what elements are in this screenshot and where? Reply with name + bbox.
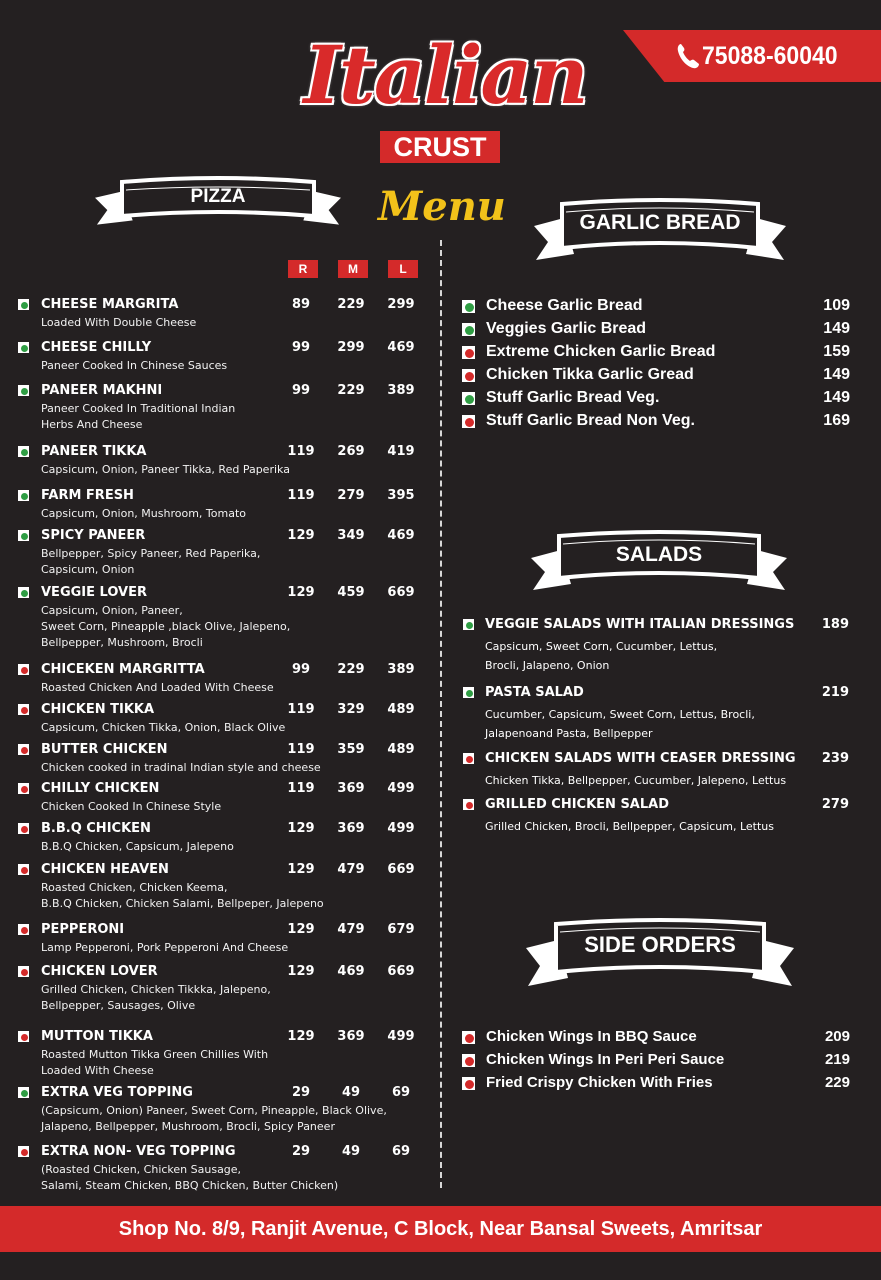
side-order-price: 229 <box>824 1074 850 1091</box>
phone-number[interactable]: 75088-60040 <box>702 42 838 70</box>
logo-crust: CRUST <box>380 131 500 163</box>
veg-indicator-icon <box>462 300 475 313</box>
pizza-price-r: 129 <box>287 964 315 979</box>
pizza-item-desc: Chicken cooked in tradinal Indian style and cheese <box>41 761 321 774</box>
ribbon-icon <box>522 918 798 1000</box>
logo-italian: Italian <box>303 28 587 122</box>
nonveg-indicator-icon <box>462 1031 475 1044</box>
pizza-item-desc: (Roasted Chicken, Chicken Sausage, Salami, Steam Chicken, BBQ Chicken, Butter Chicken) <box>41 1163 339 1192</box>
pizza-price-l: 669 <box>387 585 415 600</box>
pizza-item-name: CHEESE CHILLY <box>41 340 152 355</box>
pizza-price-l: 489 <box>387 702 415 717</box>
pizza-price-r: 89 <box>291 297 311 312</box>
pizza-price-r: 119 <box>287 742 315 757</box>
pizza-price-r: 129 <box>287 862 315 877</box>
pizza-item-desc: B.B.Q Chicken, Capsicum, Jalepeno <box>41 840 234 853</box>
salads-banner <box>527 530 791 602</box>
pizza-banner <box>92 176 344 236</box>
nonveg-indicator-icon <box>18 966 29 977</box>
pizza-price-r: 99 <box>291 383 311 398</box>
garlic-bread-name: Veggies Garlic Bread <box>486 320 647 337</box>
pizza-price-l: 419 <box>387 444 415 459</box>
nonveg-indicator-icon <box>462 1077 475 1090</box>
pizza-price-r: 119 <box>287 781 315 796</box>
pizza-price-m: 349 <box>337 528 365 543</box>
pizza-price-l: 389 <box>387 662 415 677</box>
garlic-bread-title: GARLIC BREAD <box>579 211 741 234</box>
garlic-bread-price: 149 <box>823 366 850 383</box>
pizza-item-name: FARM FRESH <box>41 488 134 503</box>
pizza-price-l: 299 <box>387 297 415 312</box>
pizza-item-name: SPICY PANEER <box>41 528 146 543</box>
pizza-item-desc: Loaded With Double Cheese <box>41 316 197 329</box>
salad-price: 189 <box>821 617 849 632</box>
salad-desc: Cucumber, Capsicum, Sweet Corn, Lettus, Brocli, Jalapenoand Pasta, Bellpepper <box>485 708 755 740</box>
pizza-price-l: 499 <box>387 821 415 836</box>
veg-indicator-icon <box>18 299 29 310</box>
pizza-price-r: 99 <box>291 340 311 355</box>
pizza-price-r: 99 <box>291 662 311 677</box>
pizza-price-m: 269 <box>337 444 365 459</box>
nonveg-indicator-icon <box>18 864 29 875</box>
pizza-price-r: 129 <box>287 821 315 836</box>
veg-indicator-icon <box>18 490 29 501</box>
nonveg-indicator-icon <box>18 664 29 675</box>
nonveg-indicator-icon <box>462 369 475 382</box>
garlic-bread-price: 149 <box>823 389 850 406</box>
pizza-item-desc: Chicken Cooked In Chinese Style <box>41 800 222 813</box>
column-divider <box>440 240 442 1188</box>
veg-indicator-icon <box>18 342 29 353</box>
pizza-price-l: 395 <box>387 488 415 503</box>
pizza-price-r: 129 <box>287 585 315 600</box>
veg-indicator-icon <box>463 619 474 630</box>
pizza-price-r: 29 <box>291 1085 311 1100</box>
nonveg-indicator-icon <box>18 924 29 935</box>
pizza-item-name: MUTTON TIKKA <box>41 1029 153 1044</box>
pizza-price-m: 279 <box>337 488 365 503</box>
salad-price: 239 <box>821 751 849 766</box>
nonveg-indicator-icon <box>462 346 475 359</box>
side-order-name: Fried Crispy Chicken With Fries <box>486 1074 713 1091</box>
pizza-title: PIZZA <box>190 186 246 207</box>
pizza-item-desc: (Capsicum, Onion) Paneer, Sweet Corn, Pineapple, Black Olive, Jalapeno, Bellpepper, Mushroom, Brocli, Spicy Paneer <box>41 1104 387 1133</box>
nonveg-indicator-icon <box>18 704 29 715</box>
size-m-tag: M <box>338 260 368 278</box>
pizza-item-desc: Capsicum, Onion, Paneer Tikka, Red Paperika <box>41 463 290 476</box>
veg-indicator-icon <box>18 1087 29 1098</box>
pizza-price-r: 119 <box>287 702 315 717</box>
pizza-price-m: 229 <box>337 383 365 398</box>
pizza-price-m: 369 <box>337 1029 365 1044</box>
pizza-price-l: 469 <box>387 528 415 543</box>
side-order-price: 209 <box>824 1028 850 1045</box>
pizza-item-name: CHICKEN HEAVEN <box>41 862 169 877</box>
pizza-price-r: 129 <box>287 528 315 543</box>
pizza-price-m: 229 <box>337 297 365 312</box>
pizza-item-desc: Capsicum, Chicken Tikka, Onion, Black Olive <box>41 721 286 734</box>
salad-desc: Capsicum, Sweet Corn, Cucumber, Lettus, Brocli, Jalapeno, Onion <box>485 640 718 672</box>
pizza-price-m: 469 <box>337 964 365 979</box>
veg-indicator-icon <box>18 446 29 457</box>
side-order-name: Chicken Wings In Peri Peri Sauce <box>486 1051 725 1068</box>
size-r-tag: R <box>288 260 318 278</box>
pizza-item-name: PANEER TIKKA <box>41 444 147 459</box>
salad-name: VEGGIE SALADS WITH ITALIAN DRESSINGS <box>485 617 795 632</box>
size-l-tag: L <box>388 260 418 278</box>
pizza-item-desc: Lamp Pepperoni, Pork Pepperoni And Cheese <box>41 941 289 954</box>
veg-indicator-icon <box>18 587 29 598</box>
pizza-item-desc: Capsicum, Onion, Mushroom, Tomato <box>41 507 246 520</box>
pizza-price-m: 369 <box>337 781 365 796</box>
pizza-item-name: BUTTER CHICKEN <box>41 742 168 757</box>
veg-indicator-icon <box>463 687 474 698</box>
nonveg-indicator-icon <box>18 744 29 755</box>
garlic-bread-price: 149 <box>823 320 850 337</box>
phone-icon <box>676 42 700 70</box>
nonveg-indicator-icon <box>18 1146 29 1157</box>
veg-indicator-icon <box>18 385 29 396</box>
pizza-item-desc: Roasted Chicken And Loaded With Cheese <box>41 681 274 694</box>
menu-title: Menu <box>378 183 506 230</box>
garlic-bread-name: Cheese Garlic Bread <box>486 297 643 314</box>
pizza-item-name: CHILLY CHICKEN <box>41 781 160 796</box>
salad-desc: Grilled Chicken, Brocli, Bellpepper, Capsicum, Lettus <box>485 820 775 833</box>
pizza-item-name: EXTRA NON- VEG TOPPING <box>41 1144 236 1159</box>
pizza-item-name: CHICEKEN MARGRITTA <box>41 662 205 677</box>
pizza-item-desc: Paneer Cooked In Chinese Sauces <box>41 359 228 372</box>
salad-name: CHICKEN SALADS WITH CEASER DRESSING <box>485 751 796 766</box>
salad-price: 279 <box>821 797 849 812</box>
pizza-price-l: 69 <box>391 1144 411 1159</box>
salad-name: GRILLED CHICKEN SALAD <box>485 797 669 812</box>
pizza-price-m: 229 <box>337 662 365 677</box>
side-orders-title: SIDE ORDERS <box>584 932 736 957</box>
salad-price: 219 <box>821 685 849 700</box>
nonveg-indicator-icon <box>463 799 474 810</box>
nonveg-indicator-icon <box>463 753 474 764</box>
pizza-price-r: 129 <box>287 1029 315 1044</box>
veg-indicator-icon <box>462 392 475 405</box>
pizza-price-m: 299 <box>337 340 365 355</box>
pizza-item-desc: Capsicum, Onion, Paneer, Sweet Corn, Pineapple ,black Olive, Jalepeno, Bellpepper, Mushroom, Brocli <box>41 604 291 649</box>
pizza-price-r: 129 <box>287 922 315 937</box>
pizza-price-m: 49 <box>341 1144 361 1159</box>
pizza-price-l: 389 <box>387 383 415 398</box>
pizza-price-m: 329 <box>337 702 365 717</box>
pizza-price-m: 359 <box>337 742 365 757</box>
side-order-price: 219 <box>824 1051 850 1068</box>
nonveg-indicator-icon <box>18 823 29 834</box>
garlic-bread-name: Stuff Garlic Bread Veg. <box>486 389 660 406</box>
pizza-item-name: CHICKEN LOVER <box>41 964 158 979</box>
pizza-item-name: CHEESE MARGRITA <box>41 297 179 312</box>
pizza-item-desc: Grilled Chicken, Chicken Tikkka, Jalepeno, Bellpepper, Sausages, Olive <box>41 983 271 1012</box>
side-orders-banner <box>522 918 798 1000</box>
nonveg-indicator-icon <box>18 783 29 794</box>
pizza-price-l: 499 <box>387 1029 415 1044</box>
veg-indicator-icon <box>462 323 475 336</box>
nonveg-indicator-icon <box>462 1054 475 1067</box>
pizza-item-desc: Roasted Chicken, Chicken Keema, B.B.Q Chicken, Chicken Salami, Bellpeper, Jalepeno <box>41 881 324 910</box>
side-order-name: Chicken Wings In BBQ Sauce <box>486 1028 697 1045</box>
pizza-item-name: VEGGIE LOVER <box>41 585 147 600</box>
pizza-item-name: EXTRA VEG TOPPING <box>41 1085 193 1100</box>
garlic-bread-name: Chicken Tikka Garlic Gread <box>486 366 694 383</box>
footer-address: Shop No. 8/9, Ranjit Avenue, C Block, Near Bansal Sweets, Amritsar <box>0 1206 881 1252</box>
salad-desc: Chicken Tikka, Bellpepper, Cucumber, Jalepeno, Lettus <box>485 774 787 787</box>
pizza-item-desc: Roasted Mutton Tikka Green Chillies With Loaded With Cheese <box>41 1048 269 1077</box>
pizza-price-l: 499 <box>387 781 415 796</box>
pizza-price-l: 69 <box>391 1085 411 1100</box>
veg-indicator-icon <box>18 530 29 541</box>
garlic-bread-name: Stuff Garlic Bread Non Veg. <box>486 412 695 429</box>
pizza-price-r: 29 <box>291 1144 311 1159</box>
pizza-item-name: CHICKEN TIKKA <box>41 702 155 717</box>
pizza-item-name: B.B.Q CHICKEN <box>41 821 151 836</box>
salad-name: PASTA SALAD <box>485 685 584 700</box>
salads-title: SALADS <box>615 543 703 566</box>
ribbon-icon <box>530 198 790 274</box>
pizza-price-m: 369 <box>337 821 365 836</box>
pizza-price-m: 49 <box>341 1085 361 1100</box>
pizza-price-l: 469 <box>387 340 415 355</box>
pizza-item-name: PANEER MAKHNI <box>41 383 163 398</box>
garlic-bread-banner <box>530 198 790 274</box>
garlic-bread-price: 159 <box>823 343 850 360</box>
garlic-bread-price: 169 <box>823 412 850 429</box>
pizza-price-l: 669 <box>387 964 415 979</box>
pizza-price-l: 489 <box>387 742 415 757</box>
pizza-price-m: 479 <box>337 922 365 937</box>
pizza-item-name: PEPPERONI <box>41 922 125 937</box>
pizza-price-m: 479 <box>337 862 365 877</box>
nonveg-indicator-icon <box>462 415 475 428</box>
garlic-bread-price: 109 <box>823 297 850 314</box>
pizza-item-desc: Paneer Cooked In Traditional Indian Herbs And Cheese <box>41 402 236 431</box>
pizza-price-r: 119 <box>287 488 315 503</box>
pizza-price-m: 459 <box>337 585 365 600</box>
garlic-bread-name: Extreme Chicken Garlic Bread <box>486 343 716 360</box>
nonveg-indicator-icon <box>18 1031 29 1042</box>
pizza-price-r: 119 <box>287 444 315 459</box>
pizza-price-l: 669 <box>387 862 415 877</box>
pizza-item-desc: Bellpepper, Spicy Paneer, Red Paperika, Capsicum, Onion <box>41 547 261 576</box>
pizza-price-l: 679 <box>387 922 415 937</box>
